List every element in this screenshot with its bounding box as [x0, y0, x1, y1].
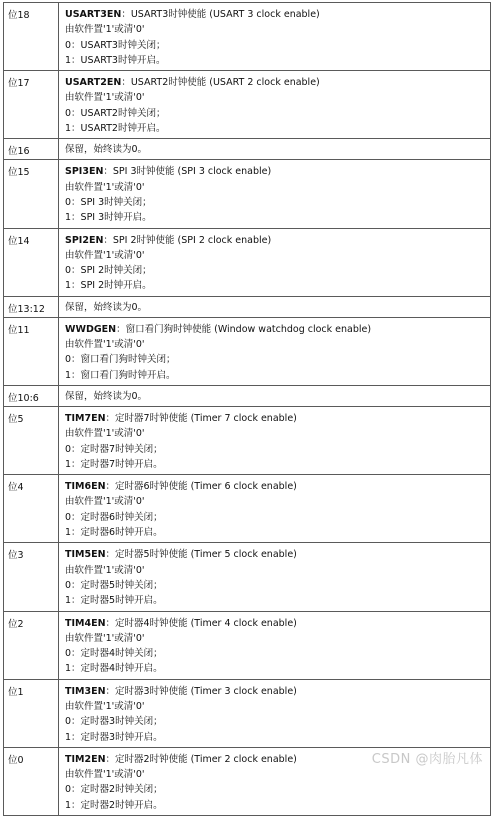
- bit-description-cell: [59, 543, 491, 611]
- field-description-line: 1：定时器3时钟开启。: [65, 731, 163, 743]
- table-row: [4, 296, 491, 317]
- field-title: ：定时器6时钟使能 (Timer 6 clock enable): [105, 481, 297, 493]
- field-heading: [65, 479, 490, 494]
- bit-description-cell: [59, 71, 491, 139]
- field-description-line: 1：定时器4时钟开启。: [65, 663, 163, 675]
- field-description-line: 0：定时器3时钟关闭；: [65, 716, 163, 728]
- bit-index-cell: 位0: [4, 747, 59, 815]
- bit-index-cell: 位13:12: [4, 296, 59, 317]
- field-title: ：定时器3时钟使能 (Timer 3 clock enable): [105, 685, 297, 697]
- field-description-line: 1：USART2时钟开启。: [65, 123, 166, 135]
- field-description-line: 由软件置'1'或清'0': [65, 700, 145, 712]
- field-description-line: 由软件置'1'或清'0': [65, 769, 145, 781]
- field-title: ：定时器4时钟使能 (Timer 4 clock enable): [105, 617, 297, 629]
- bit-index-cell: 位3: [4, 543, 59, 611]
- register-bit-table-body: [4, 3, 491, 816]
- field-heading: [65, 411, 490, 426]
- field-title: ：定时器5时钟使能 (Timer 5 clock enable): [105, 549, 297, 561]
- field-name: TIM6EN: [65, 481, 106, 493]
- bit-description-cell: [59, 139, 491, 160]
- bit-index-cell: 位14: [4, 228, 59, 296]
- field-name: SPI2EN: [65, 234, 104, 246]
- field-title: ：定时器2时钟使能 (Timer 2 clock enable): [105, 753, 297, 765]
- bit-index-cell: 位1: [4, 679, 59, 747]
- field-description-line: 由软件置'1'或清'0': [65, 181, 145, 193]
- field-title: ：USART2时钟使能 (USART 2 clock enable): [121, 77, 320, 89]
- bit-index-cell: 位5: [4, 406, 59, 474]
- field-description-line: 1：定时器2时钟开启。: [65, 799, 163, 811]
- field-name: SPI3EN: [65, 166, 104, 178]
- field-description-line: 由软件置'1'或清'0': [65, 249, 145, 261]
- field-description-line: 由软件置'1'或清'0': [65, 339, 145, 351]
- field-description-line: 1：窗口看门狗时钟开启。: [65, 369, 176, 381]
- field-description-line: 由软件置'1'或清'0': [65, 496, 145, 508]
- table-row: [4, 475, 491, 543]
- table-row: [4, 385, 491, 406]
- bit-description-cell: [59, 611, 491, 679]
- bit-index-cell: 位16: [4, 139, 59, 160]
- field-description-line: 1：SPI 2时钟开启。: [65, 280, 152, 292]
- field-description-line: 0：定时器4时钟关闭；: [65, 648, 163, 660]
- bit-index-cell: 位10:6: [4, 385, 59, 406]
- field-title: ：定时器7时钟使能 (Timer 7 clock enable): [105, 412, 297, 424]
- table-row: [4, 317, 491, 385]
- field-heading: [65, 616, 490, 631]
- field-heading: [65, 75, 490, 90]
- bit-description-cell: [59, 3, 491, 71]
- table-row: [4, 228, 491, 296]
- bit-description-cell: [59, 296, 491, 317]
- field-name: USART3EN: [65, 9, 122, 20]
- bit-index-cell: 位4: [4, 475, 59, 543]
- bit-description-cell: [59, 228, 491, 296]
- field-name: USART2EN: [65, 77, 122, 89]
- field-description-line: 0：SPI 3时钟关闭；: [65, 196, 152, 208]
- table-row: [4, 679, 491, 747]
- table-row: [4, 3, 491, 71]
- field-name: TIM3EN: [65, 685, 106, 697]
- register-bit-table: [3, 2, 491, 816]
- field-heading: [65, 233, 490, 248]
- field-description-line: 0：定时器2时钟关闭；: [65, 784, 163, 796]
- bit-index-cell: 位15: [4, 160, 59, 228]
- field-description-line: 0：定时器5时钟关闭；: [65, 579, 163, 591]
- field-description-line: 1：定时器6时钟开启。: [65, 527, 163, 539]
- bit-description-cell: [59, 679, 491, 747]
- field-heading: [65, 322, 490, 337]
- field-description-line: 由软件置'1'或清'0': [65, 564, 145, 576]
- field-heading: [65, 164, 490, 179]
- table-row: [4, 406, 491, 474]
- field-description-line: 由软件置'1'或清'0': [65, 24, 145, 36]
- field-description-line: 0：定时器7时钟关闭；: [65, 443, 163, 455]
- bit-index-cell: 位2: [4, 611, 59, 679]
- bit-description-cell: [59, 160, 491, 228]
- bit-description-cell: [59, 406, 491, 474]
- field-description-line: 0：定时器6时钟关闭；: [65, 511, 163, 523]
- field-name: TIM5EN: [65, 549, 106, 561]
- bit-index-cell: 位17: [4, 71, 59, 139]
- field-description-line: 0：SPI 2时钟关闭；: [65, 265, 152, 277]
- reserved-text: 保留，始终读为0。: [65, 301, 148, 313]
- bit-index-cell: 位18: [4, 3, 59, 71]
- field-description-line: 由软件置'1'或清'0': [65, 92, 145, 104]
- field-title: ：窗口看门狗时钟使能 (Window watchdog clock enable): [116, 323, 372, 335]
- field-heading: [65, 7, 490, 22]
- field-title: ：SPI 3时钟使能 (SPI 3 clock enable): [103, 166, 272, 178]
- bit-index-cell: 位11: [4, 317, 59, 385]
- field-description-line: 1：USART3时钟开启。: [65, 54, 166, 66]
- table-row: [4, 611, 491, 679]
- table-row: [4, 160, 491, 228]
- table-row: [4, 71, 491, 139]
- field-description-line: 0：USART2时钟关闭；: [65, 107, 166, 119]
- reserved-text: 保留，始终读为0。: [65, 144, 148, 156]
- field-title: ：SPI 2时钟使能 (SPI 2 clock enable): [103, 234, 272, 246]
- field-description-line: 1：定时器7时钟开启。: [65, 458, 163, 470]
- reserved-text: 保留，始终读为0。: [65, 390, 148, 402]
- field-description-line: 1：定时器5时钟开启。: [65, 595, 163, 607]
- bit-description-cell: [59, 475, 491, 543]
- field-heading: [65, 684, 490, 699]
- csdn-watermark: CSDN @肉胎凡体: [371, 752, 483, 767]
- table-row: [4, 543, 491, 611]
- field-description-line: 0：USART3时钟关闭；: [65, 39, 166, 51]
- field-description-line: 0：窗口看门狗时钟关闭；: [65, 354, 176, 366]
- field-name: TIM2EN: [65, 753, 106, 765]
- field-heading: [65, 547, 490, 562]
- field-description-line: 1：SPI 3时钟开启。: [65, 212, 152, 224]
- field-description-line: 由软件置'1'或清'0': [65, 428, 145, 440]
- table-row: [4, 139, 491, 160]
- field-name: TIM7EN: [65, 412, 106, 424]
- field-description-line: 由软件置'1'或清'0': [65, 632, 145, 644]
- bit-description-cell: [59, 385, 491, 406]
- field-name: TIM4EN: [65, 617, 106, 629]
- field-name: WWDGEN: [65, 323, 117, 335]
- field-title: ：USART3时钟使能 (USART 3 clock enable): [121, 9, 320, 20]
- bit-description-cell: [59, 317, 491, 385]
